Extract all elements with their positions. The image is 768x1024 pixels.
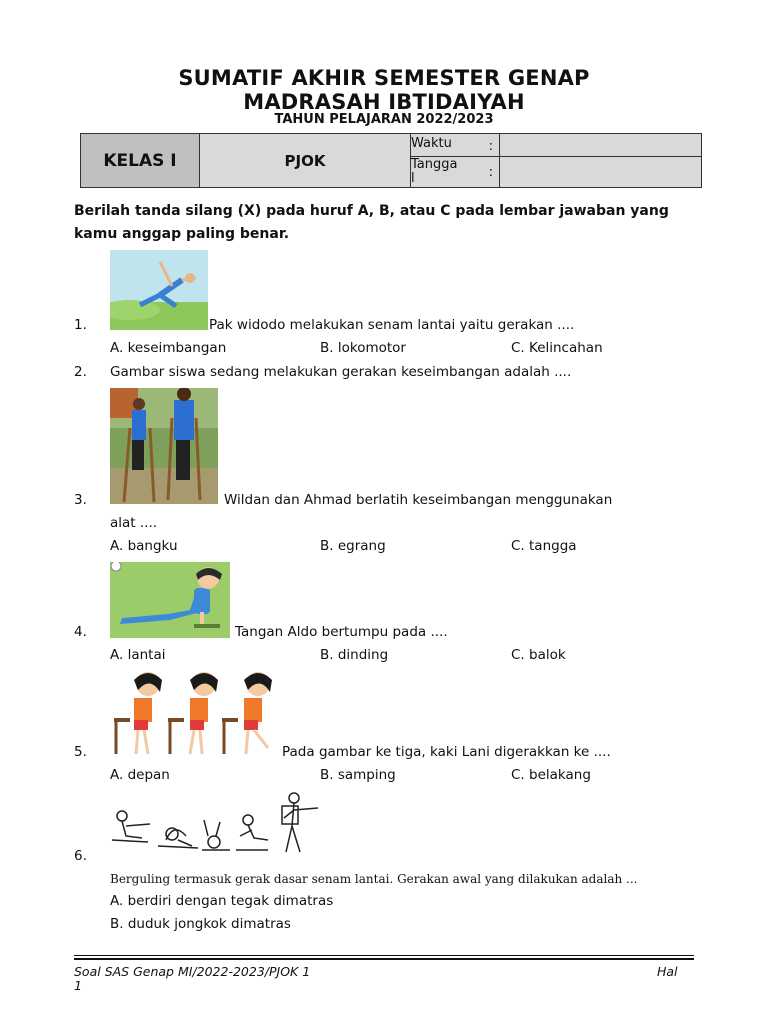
option-1c: C. Kelincahan [511,340,603,356]
question-number-5: 5. [74,744,87,760]
cobra-pose-image [110,562,230,638]
footer-rule-thin [74,955,694,956]
date-value-cell [500,157,702,188]
option-5b: B. samping [320,767,396,783]
title-line-2: MADRASAH IBTIDAIYAH [243,90,525,114]
question-text-3: Wildan dan Ahmad berlatih keseimbangan menggunakan [224,492,613,508]
option-4c: C. balok [511,647,566,663]
option-3b: B. egrang [320,538,386,554]
option-1a: A. keseimbangan [110,340,227,356]
footer-rule-thick [74,958,694,960]
academic-year: TAHUN PELAJARAN 2022/2023 [274,112,494,127]
question-number-6: 6. [74,848,87,864]
time-label: Waktu [411,136,452,151]
question-text-3-continued: alat .... [110,515,158,531]
question-number-2: 2. [74,364,87,380]
question-number-1: 1. [74,317,87,333]
question-text-4: Tangan Aldo bertumpu pada .... [235,624,448,640]
date-label-line2: l [411,171,415,186]
option-1b: B. lokomotor [320,340,406,356]
option-6b: B. duduk jongkok dimatras [110,916,291,932]
class-cell: KELAS I [81,134,200,188]
date-colon: : [488,165,493,180]
question-text-6: Berguling termasuk gerak dasar senam lantai. Gerakan awal yang dilakukan adalah ... [110,872,638,886]
footer-left-text: Soal SAS Genap MI/2022-2023/PJOK 1 [74,964,311,979]
cartwheel-man-image [110,250,208,330]
stilts-students-image [110,388,218,504]
question-text-2: Gambar siswa sedang melakukan gerakan keseimbangan adalah .... [110,364,572,380]
title-line-1: SUMATIF AKHIR SEMESTER GENAP [178,66,590,90]
time-label-cell [411,134,500,157]
girl-leg-movement-image [110,668,280,758]
footer-page-number: 1 [74,978,82,993]
instruction: Berilah tanda silang (X) pada huruf A, B, atau C pada lembar jawaban yang kamu anggap paling benar. [74,203,669,242]
question-text-5: Pada gambar ke tiga, kaki Lani digerakkan ke .... [282,744,611,760]
footer-page-label: Hal [657,964,678,979]
question-number-4: 4. [74,624,87,640]
option-3c: C. tangga [511,538,577,554]
date-label-line1: Tangga [411,157,458,172]
rolling-sequence-image [108,790,324,860]
time-value-cell [500,134,702,157]
time-colon: : [488,139,493,154]
option-6a: A. berdiri dengan tegak dimatras [110,893,334,909]
option-4b: B. dinding [320,647,389,663]
date-label-cell [411,157,500,188]
option-3a: A. bangku [110,538,178,554]
subject-cell: PJOK [200,134,411,188]
option-5a: A. depan [110,767,170,783]
option-4a: A. lantai [110,647,166,663]
info-table [80,133,702,188]
question-text-1: Pak widodo melakukan senam lantai yaitu gerakan .... [209,317,575,333]
question-number-3: 3. [74,492,87,508]
option-5c: C. belakang [511,767,591,783]
